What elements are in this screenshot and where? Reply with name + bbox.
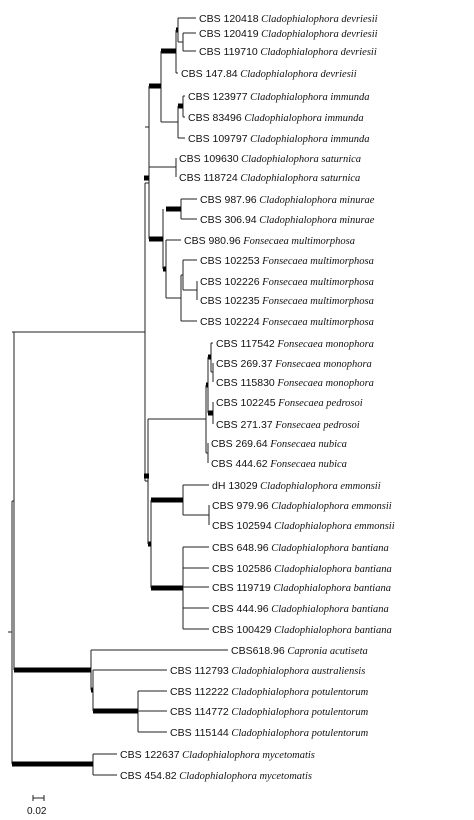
scale-bar — [27, 795, 47, 817]
taxon-species: Cladophialophora devriesii — [257, 47, 377, 58]
taxon-accession: CBS 271.37 — [216, 419, 273, 431]
taxon-label — [231, 645, 368, 657]
taxon-species: Cladophialophora minurae — [256, 215, 375, 226]
taxon-label — [212, 520, 395, 532]
taxon-species: Fonsecaea multimorphosa — [259, 317, 374, 328]
taxon-label — [199, 13, 378, 25]
taxon-label — [120, 770, 312, 782]
taxon-accession: CBS 112222 — [170, 686, 229, 698]
taxon-species: Cladophialophora saturnica — [238, 154, 362, 165]
support-mark — [144, 474, 149, 479]
taxon-accession: dH 13029 — [212, 480, 258, 492]
taxon-species: Cladophialophora minurae — [256, 195, 375, 206]
taxon-species: Fonsecaea monophora — [272, 359, 372, 370]
taxon-label — [188, 91, 369, 103]
supported-branch — [166, 207, 181, 212]
taxon-label — [216, 358, 372, 370]
taxon-species: Fonsecaea multimorphosa — [259, 256, 374, 267]
taxon-label — [216, 419, 360, 431]
taxon-accession: CBS 102586 — [212, 563, 272, 575]
taxon-accession: CBS 102224 — [200, 316, 260, 328]
taxon-label — [200, 214, 375, 226]
taxon-label — [212, 563, 392, 575]
taxon-accession: CBS 120419 — [199, 28, 259, 40]
taxon-species: Fonsecaea pedrosoi — [272, 420, 360, 431]
taxon-label — [200, 276, 374, 288]
supported-branch — [151, 586, 183, 591]
taxon-species: Cladophialophora bantiana — [268, 604, 389, 615]
taxon-label — [212, 582, 391, 594]
taxon-species: Cladophialophora immunda — [241, 113, 364, 124]
taxon-label — [212, 603, 389, 615]
taxon-label — [170, 686, 369, 698]
taxon-species: Cladophialophora immunda — [247, 92, 370, 103]
taxon-species: Cladophialophora emmonsii — [268, 501, 392, 512]
taxon-species: Cladophialophora devriesii — [237, 69, 357, 80]
taxon-accession: CBS 648.96 — [212, 542, 269, 554]
taxon-species: Fonsecaea nubica — [267, 459, 347, 470]
taxon-label — [181, 68, 357, 80]
taxon-accession: CBS 979.96 — [212, 500, 269, 512]
taxon-species: Fonsecaea multimorphosa — [259, 296, 374, 307]
taxon-accession: CBS 102235 — [200, 295, 260, 307]
taxon-label — [212, 542, 389, 554]
taxon-labels — [120, 13, 395, 782]
supported-branch — [14, 668, 91, 673]
taxon-species: Cladophialophora immunda — [247, 134, 370, 145]
tree-branches — [8, 18, 228, 775]
taxon-species: Cladophialophora bantiana — [271, 625, 392, 636]
taxon-accession: CBS 444.62 — [211, 458, 268, 470]
taxon-label — [211, 438, 347, 450]
taxon-label — [188, 112, 364, 124]
taxon-label — [184, 235, 355, 247]
taxon-species: Cladophialophora saturnica — [237, 173, 361, 184]
taxon-label — [200, 194, 375, 206]
taxon-label — [199, 28, 378, 40]
taxon-accession: CBS 115830 — [216, 377, 275, 389]
taxon-species: Fonsecaea multimorphosa — [259, 277, 374, 288]
taxon-label — [212, 480, 381, 492]
supported-branch — [151, 498, 183, 503]
taxon-species: Cladophialophora mycetomatis — [179, 750, 315, 761]
taxon-species: Cladophialophora bantiana — [271, 564, 392, 575]
taxon-accession: CBS 454.82 — [120, 770, 177, 782]
taxon-accession: CBS 120418 — [199, 13, 259, 25]
taxon-label — [212, 500, 392, 512]
taxon-species: Cladophialophora potulentorum — [228, 687, 369, 698]
taxon-label — [170, 665, 365, 677]
taxon-label — [212, 624, 392, 636]
taxon-accession: CBS 119710 — [199, 46, 258, 58]
taxon-label — [200, 295, 374, 307]
taxon-accession: CBS 102594 — [212, 520, 272, 532]
supported-branch — [178, 104, 183, 109]
support-mark — [144, 176, 149, 181]
taxon-label — [211, 458, 347, 470]
taxon-accession: CBS 114772 — [170, 706, 229, 718]
taxon-accession: CBS 147.84 — [181, 68, 238, 80]
taxon-accession: CBS 109630 — [179, 153, 239, 165]
taxon-accession: CBS 269.64 — [211, 438, 268, 450]
taxon-label — [179, 153, 361, 165]
taxon-accession: CBS 112793 — [170, 665, 229, 677]
taxon-species: Fonsecaea monophora — [274, 378, 374, 389]
supported-branch — [161, 49, 176, 54]
taxon-species: Fonsecaea nubica — [267, 439, 347, 450]
taxon-label — [216, 397, 363, 409]
taxon-accession: CBS 102253 — [200, 255, 260, 267]
taxon-species: Cladophialophora emmonsii — [271, 521, 395, 532]
scale-bar-label: 0.02 — [27, 806, 47, 817]
supported-branch — [93, 709, 138, 714]
taxon-species: Cladophialophora bantiana — [270, 583, 391, 594]
taxon-species: Fonsecaea multimorphosa — [240, 236, 355, 247]
taxon-accession: CBS 119719 — [212, 582, 271, 594]
taxon-accession: CBS 122637 — [120, 749, 180, 761]
supported-branch — [149, 237, 163, 242]
taxon-species: Cladophialophora australiensis — [228, 666, 366, 677]
taxon-label — [179, 172, 360, 184]
taxon-accession: CBS 444.96 — [212, 603, 269, 615]
taxon-species: Fonsecaea monophora — [274, 339, 374, 350]
taxon-accession: CBS 980.96 — [184, 235, 241, 247]
taxon-accession: CBS 115144 — [170, 727, 229, 739]
taxon-species: Capronia acutiseta — [284, 646, 368, 657]
taxon-species: Cladophialophora bantiana — [268, 543, 389, 554]
taxon-accession: CBS 269.37 — [216, 358, 273, 370]
taxon-label — [199, 46, 377, 58]
taxon-label — [170, 706, 369, 718]
taxon-accession: CBS618.96 — [231, 645, 285, 657]
taxon-label — [216, 377, 374, 389]
taxon-accession: CBS 83496 — [188, 112, 242, 124]
taxon-label — [200, 255, 374, 267]
supported-branch — [12, 762, 93, 767]
taxon-accession: CBS 117542 — [216, 338, 275, 350]
taxon-species: Cladophialophora devriesii — [258, 29, 378, 40]
taxon-label — [216, 338, 374, 350]
supported-branch — [149, 84, 161, 89]
taxon-accession: CBS 100429 — [212, 624, 272, 636]
taxon-species: Cladophialophora potulentorum — [228, 707, 369, 718]
taxon-species: Cladophialophora devriesii — [258, 14, 378, 25]
taxon-accession: CBS 123977 — [188, 91, 248, 103]
taxon-accession: CBS 109797 — [188, 133, 248, 145]
taxon-accession: CBS 102245 — [216, 397, 276, 409]
taxon-label — [200, 316, 374, 328]
taxon-species: Cladophialophora emmonsii — [257, 481, 381, 492]
taxon-label — [170, 727, 369, 739]
taxon-species: Cladophialophora mycetomatis — [176, 771, 312, 782]
taxon-accession: CBS 102226 — [200, 276, 260, 288]
taxon-label — [188, 133, 369, 145]
taxon-accession: CBS 118724 — [179, 172, 238, 184]
taxon-species: Cladophialophora potulentorum — [228, 728, 369, 739]
taxon-accession: CBS 987.96 — [200, 194, 257, 206]
taxon-accession: CBS 306.94 — [200, 214, 257, 226]
supported-branch — [208, 411, 213, 416]
taxon-species: Fonsecaea pedrosoi — [275, 398, 363, 409]
taxon-label — [120, 749, 315, 761]
